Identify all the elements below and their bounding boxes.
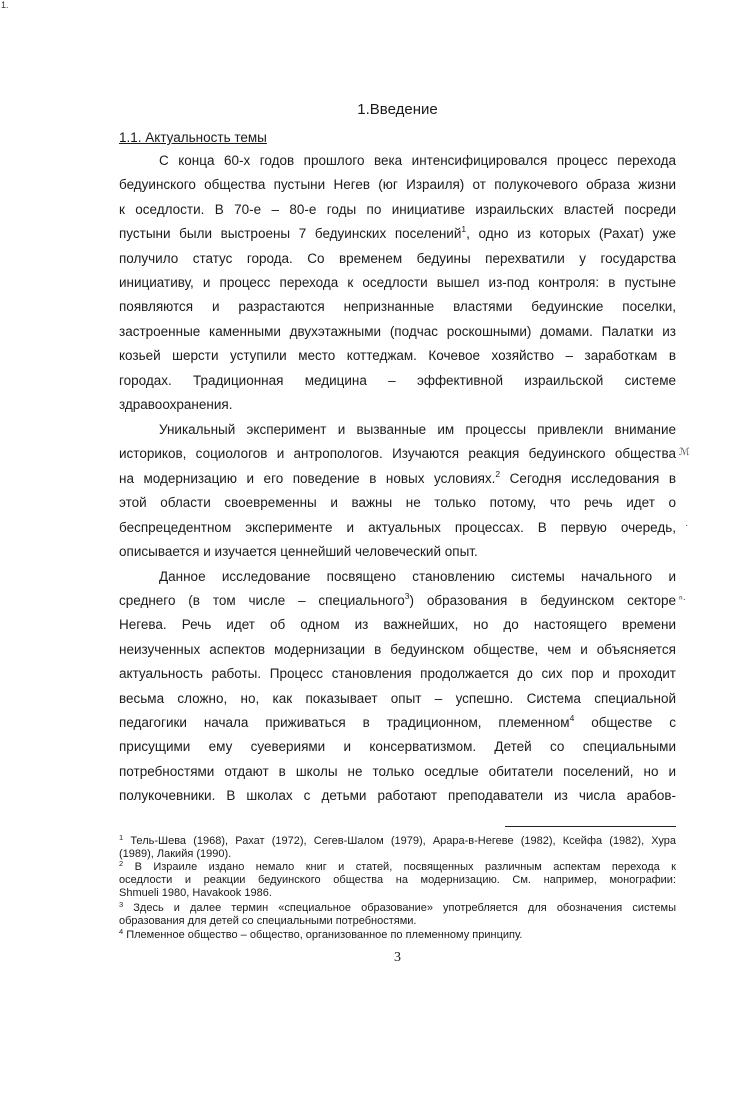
- page-title: 1.Введение: [357, 101, 438, 118]
- footnote-1-cont: (1989), Лакийя (1990).: [119, 848, 232, 860]
- text-line: к оседлости. В 70-е – 80-е годы по инициативе израильских властей посреди: [119, 201, 676, 217]
- text-line: присущими ему суевериями и консерватизмом. Детей со специальными: [119, 739, 676, 755]
- footnote-2: $^2$ В Израиле издано немало книг и статей, посвященных различным аспектам перехода к: [119, 859, 676, 873]
- text-line: инициативу, и процесс перехода к оседлости вышел из-под контроля: в пустыне: [119, 275, 676, 290]
- footnote-1: $^1$ Тель-Шева (1968), Рахат (1972), Сегев-Шалом (1979), Арара-в-Негеве (1982), Ксейфа (1982), Хура: [119, 833, 676, 847]
- footnote-2-cont: оседлости и реакции бедуинского общества на модернизацию. См. например, монографии:: [119, 874, 676, 886]
- footnote-2-cont: Shmueli 1980, Havakook 1986.: [119, 887, 272, 899]
- text-line: [119, 467, 676, 491]
- text-line: здравоохранения.: [119, 397, 233, 412]
- text-segment: педагогики начала приживаться в традиционном, племенном: [119, 714, 570, 730]
- text-segment: среднего (в том числе – специального: [119, 592, 405, 608]
- footnote-3: $^3$ Здесь и далее термин «специальное образование» употребляется для обозначения системы: [119, 900, 676, 914]
- text-segment: , одно из которых (Рахат) уже: [466, 226, 676, 242]
- page-number: 3: [394, 950, 401, 965]
- text-line: неизученных аспектов модернизации в бедуинском обществе, чем и объясняется: [119, 641, 676, 657]
- text-line: бедуинского общества пустыни Негев (юг Израиля) от полукочевого образа жизни: [119, 177, 676, 193]
- text-line: историков, социологов и антропологов. Изучаются реакция бедуинского общества: [119, 446, 676, 462]
- text-segment: обществе с: [574, 714, 676, 730]
- margin-mark: ·: [685, 520, 689, 531]
- text-segment: ) образования в бедуинском секторе: [409, 592, 676, 608]
- text-segment: на модернизацию и его поведение в новых условиях.: [119, 470, 496, 486]
- text-line: Уникальный эксперимент и вызванные им процессы привлекли внимание: [159, 422, 676, 437]
- margin-mark: ℳ: [679, 447, 690, 458]
- footnote-ref-3[interactable]: 3: [404, 590, 410, 601]
- text-line: Негева. Речь идет об одном из важнейших, но до настоящего времени: [119, 617, 676, 633]
- scan-corner-mark: 1.: [1, 0, 9, 10]
- text-line: получило статус города. Со временем бедуины перехватили у государства: [119, 250, 676, 266]
- text-line: [119, 222, 676, 246]
- footnote-4: $^4$ Племенное общество – общество, организованное по племенному принципу.: [119, 927, 523, 941]
- text-line: появляются и разрастаются непризнанные властями бедуинские поселки,: [119, 299, 676, 315]
- text-line: городах. Традиционная медицина – эффективной израильской системе: [119, 372, 676, 388]
- text-line: козьей шерсти уступили место коттеджам. Кочевое хозяйство – заработкам в: [119, 348, 676, 364]
- text-line: С конца 60-х годов прошлого века интенсифицировался процесс перехода: [159, 153, 676, 168]
- footnote-ref-2[interactable]: 2: [495, 468, 501, 479]
- footnote-separator: [505, 826, 676, 827]
- footnote-ref-1[interactable]: 1: [461, 224, 467, 235]
- text-segment: пустыни были выстроены 7 бедуинских поселений: [119, 226, 462, 242]
- footnote-ref-4[interactable]: 4: [569, 712, 575, 723]
- text-line: актуальность работы. Процесс становления продолжается до сих пор и проходит: [119, 666, 676, 682]
- text-line: Данное исследование посвящено становлению системы начального и: [159, 568, 676, 584]
- footnote-3-cont: образования для детей со специальными потребностями.: [119, 915, 417, 927]
- text-line: описывается и изучается ценнейший человеческий опыт.: [119, 544, 478, 559]
- section-heading: 1.1. Актуальность темы: [119, 130, 267, 145]
- text-line: весьма сложно, но, как показывает опыт – успешно. Система специальной: [119, 690, 676, 706]
- text-line: этой области своевременны и важны не только потому, что речь идет о: [119, 495, 676, 511]
- text-line: застроенные каменными двухэтажными (подчас роскошными) домами. Палатки из: [119, 323, 676, 339]
- text-line: потребностями отдают в школы не только оседлые обитатели поселений, но и: [119, 763, 676, 779]
- text-line: [119, 711, 676, 735]
- text-line: [119, 589, 676, 613]
- text-segment: Сегодня исследования в: [500, 470, 676, 486]
- margin-mark: ⁿ·: [679, 594, 686, 605]
- text-line: полукочевники. В школах с детьми работают преподаватели из числа арабов-: [119, 788, 676, 804]
- text-line: беспрецедентном эксперименте и актуальных процессах. В первую очередь,: [119, 519, 676, 535]
